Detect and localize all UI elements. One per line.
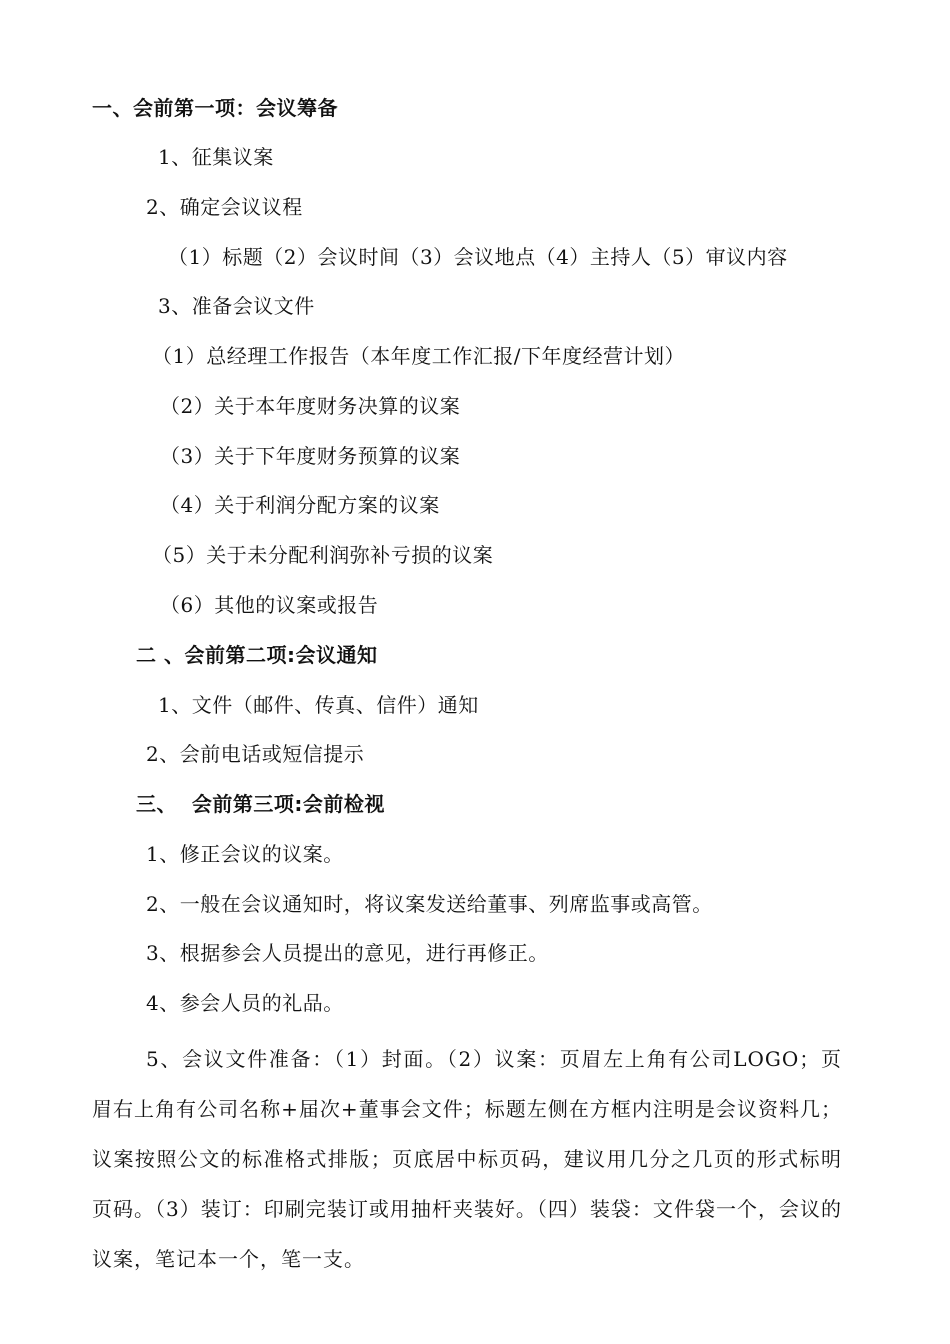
section-3-item-4: 4、参会人员的礼品。	[146, 991, 344, 1015]
section-3-item-5-paragraph: 5、会议文件准备：（1）封面。（2）议案：页眉左上角有公司LOGO；页眉右上角有公司名称+届次+董事会文件；标题左侧在方框内注明是会议资料几；议案按照公文的标准格式排版；页底居中标页码，建议用几分之几页的形式标明页码。（3）装订：印刷完装订或用抽杆夹装好。（四）装袋：文件袋一个，会议的议案，笔记本一个，笔一支。	[92, 1047, 842, 1271]
section-3-item-2: 2、一般在会议通知时，将议案发送给董事、列席监事或高管。	[146, 892, 713, 916]
section-3-item-1: 1、修正会议的议案。	[146, 842, 344, 866]
section-2-heading: 二 、会前第二项:会议通知	[136, 643, 378, 667]
section-1-heading: 一、会前第一项：会议筹备	[92, 96, 338, 120]
section-1-doc-1: （1）总经理工作报告（本年度工作汇报/下年度经营计划）	[152, 344, 685, 368]
section-1-doc-6: （6）其他的议案或报告	[160, 593, 379, 617]
section-3-heading: 三、 会前第三项:会前检视	[136, 792, 385, 816]
section-1-doc-2: （2）关于本年度财务决算的议案	[160, 394, 461, 418]
section-1-item-1: 1、征集议案	[158, 145, 274, 169]
section-1-doc-5: （5）关于未分配利润弥补亏损的议案	[152, 543, 494, 567]
section-1-item-2: 2、确定会议议程	[146, 195, 303, 219]
section-3-item-3: 3、根据参会人员提出的意见，进行再修正。	[146, 941, 549, 965]
section-1-doc-4: （4）关于利润分配方案的议案	[160, 493, 440, 517]
section-1-agenda-list: （1）标题（2）会议时间（3）会议地点（4）主持人（5）审议内容	[168, 245, 788, 269]
section-1-item-3: 3、准备会议文件	[158, 294, 315, 318]
section-2-item-1: 1、文件（邮件、传真、信件）通知	[158, 693, 479, 717]
section-1-doc-3: （3）关于下年度财务预算的议案	[160, 444, 461, 468]
section-2-item-2: 2、会前电话或短信提示	[146, 742, 365, 766]
